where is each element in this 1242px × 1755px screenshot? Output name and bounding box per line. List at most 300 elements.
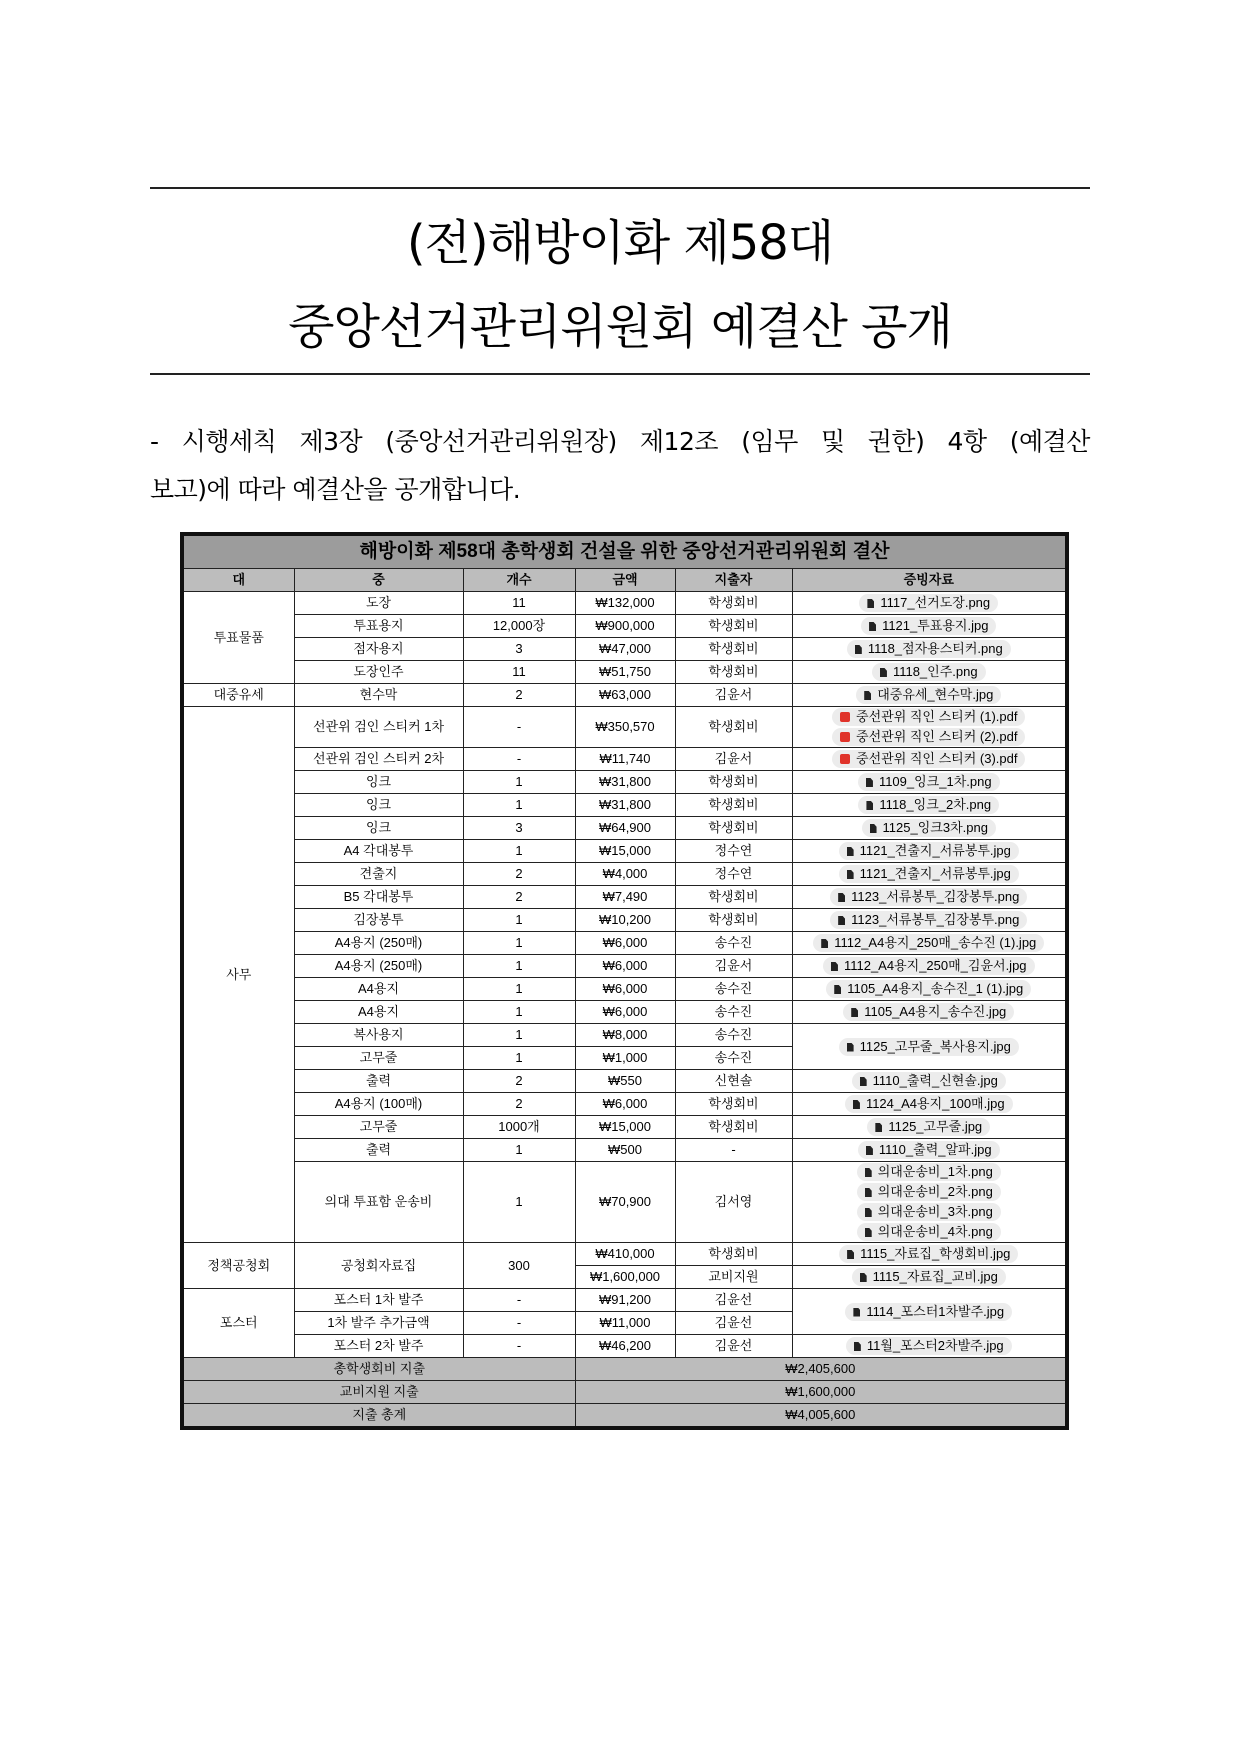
table-row: [182, 978, 1067, 1001]
attachment-name: 1112_A4용지_250매_송수진 (1).jpg: [834, 935, 1037, 950]
file-icon: [854, 1342, 861, 1351]
payer-cell: 김윤서: [675, 955, 792, 978]
attachment-chip[interactable]: [839, 842, 1019, 860]
category-cell: 사무: [182, 707, 294, 1243]
payer-cell: 송수진: [675, 932, 792, 955]
attachment-name: 1118_잉크_2차.png: [879, 797, 992, 812]
evidence-list: [793, 685, 1066, 705]
evidence-list: [793, 1071, 1066, 1091]
payer-cell: 학생회비: [675, 1243, 792, 1266]
payer-cell: 김윤서: [675, 748, 792, 771]
item-cell: 투표용지: [294, 615, 463, 638]
intro-word: 시행세칙: [181, 427, 277, 456]
attachment-name: 1117_선거도장.png: [880, 595, 991, 610]
file-icon: [821, 939, 828, 948]
item-cell: 고무줄: [294, 1047, 463, 1070]
amount-cell: ₩410,000: [575, 1243, 675, 1266]
evidence-cell: [792, 817, 1067, 840]
amount-cell: ₩550: [575, 1070, 675, 1093]
amount-cell: ₩31,800: [575, 794, 675, 817]
attachment-name: 중선관위 직인 스티커 (2).pdf: [856, 729, 1018, 744]
attachment-name: 1121_투표용지.jpg: [882, 618, 989, 633]
payer-cell: 학생회비: [675, 1093, 792, 1116]
attachment-name: 1115_자료집_교비.jpg: [872, 1269, 998, 1284]
attachment-chip[interactable]: [858, 773, 1000, 791]
evidence-list: [793, 1244, 1066, 1264]
table-row: [182, 638, 1067, 661]
qty-cell: 12,000장: [463, 615, 575, 638]
item-cell: 도장: [294, 592, 463, 615]
attachment-name: 1114_포스터1차발주.jpg: [866, 1303, 1005, 1319]
attachment-chip[interactable]: [839, 1245, 1018, 1263]
amount-cell: ₩64,900: [575, 817, 675, 840]
table-row: [182, 707, 1067, 748]
attachment-name: 1123_서류봉투_김장봉투.png: [851, 912, 1020, 927]
file-icon: [853, 1100, 860, 1109]
amount-cell: ₩900,000: [575, 615, 675, 638]
table-row: [182, 1335, 1067, 1358]
payer-cell: 송수진: [675, 1047, 792, 1070]
amount-cell: ₩51,750: [575, 661, 675, 684]
item-cell: 출력: [294, 1139, 463, 1162]
evidence-list: [793, 639, 1066, 659]
evidence-list: [793, 864, 1066, 884]
attachment-name: 의대운송비_4차.png: [877, 1224, 993, 1239]
pdf-icon: [840, 712, 850, 722]
file-icon: [855, 645, 862, 654]
qty-cell: 1: [463, 1024, 575, 1047]
amount-cell: ₩6,000: [575, 932, 675, 955]
attachment-chip[interactable]: [857, 1163, 1001, 1181]
qty-cell: 1: [463, 932, 575, 955]
attachment-chip[interactable]: [872, 663, 986, 681]
attachment-chip[interactable]: [839, 865, 1019, 883]
qty-cell: 1: [463, 1047, 575, 1070]
attachment-name: 1121_견출지_서류봉투.jpg: [859, 866, 1011, 881]
evidence-cell: [792, 1335, 1067, 1358]
file-icon: [860, 1273, 867, 1282]
attachment-chip[interactable]: [858, 796, 999, 814]
payer-cell: 정수연: [675, 863, 792, 886]
qty-cell: 11: [463, 661, 575, 684]
amount-cell: ₩15,000: [575, 840, 675, 863]
evidence-cell: [792, 955, 1067, 978]
table-row: [182, 863, 1067, 886]
evidence-cell: [792, 909, 1067, 932]
evidence-cell: [792, 1243, 1067, 1266]
intro-line-2: 보고)에 따라 예결산을 공개합니다.: [150, 475, 521, 504]
item-cell: 견출지: [294, 863, 463, 886]
payer-cell: 학생회비: [675, 638, 792, 661]
qty-cell: 2: [463, 863, 575, 886]
header-category: 대: [182, 569, 294, 592]
payer-cell: 학생회비: [675, 909, 792, 932]
evidence-cell: [792, 1116, 1067, 1139]
payer-cell: 신현솔: [675, 1070, 792, 1093]
table-row: [182, 955, 1067, 978]
attachment-chip[interactable]: [845, 1095, 1013, 1113]
evidence-cell: [792, 1266, 1067, 1289]
evidence-cell: [792, 638, 1067, 661]
file-icon: [847, 1043, 854, 1052]
qty-cell: 3: [463, 638, 575, 661]
attachment-chip[interactable]: [852, 1268, 1006, 1286]
qty-cell: -: [463, 1289, 575, 1312]
file-icon: [866, 1146, 873, 1155]
total-label: 교비지원 지출: [182, 1381, 575, 1404]
attachment-name: 1118_점자용스티커.png: [867, 641, 1003, 656]
qty-cell: 300: [463, 1243, 575, 1289]
evidence-cell: [792, 1093, 1067, 1116]
item-cell: 포스터 2차 발주: [294, 1335, 463, 1358]
attachment-chip[interactable]: [858, 1141, 1000, 1159]
table-caption-row: [182, 534, 1067, 569]
attachment-chip[interactable]: [813, 934, 1044, 952]
table-row: [182, 1024, 1067, 1047]
attachment-chip[interactable]: [862, 819, 996, 837]
total-row: [182, 1381, 1067, 1404]
item-cell: A4용지: [294, 978, 463, 1001]
attachment-name: 11월_포스터2차발주.jpg: [866, 1338, 1004, 1353]
document-title-line-2: 중앙선거관리위원회 예결산 공개: [288, 299, 952, 355]
payer-cell: 학생회비: [675, 817, 792, 840]
table-row: [182, 909, 1067, 932]
intro-word: 권한): [867, 427, 925, 456]
attachment-name: 1105_A4용지_송수진.jpg: [864, 1004, 1007, 1019]
item-cell: 포스터 1차 발주: [294, 1289, 463, 1312]
attachment-name: 1110_출력_신현솔.jpg: [872, 1073, 998, 1088]
file-icon: [865, 1228, 872, 1237]
evidence-cell: [792, 886, 1067, 909]
table-row: [182, 771, 1067, 794]
item-cell: 잉크: [294, 794, 463, 817]
qty-cell: 11: [463, 592, 575, 615]
amount-cell: ₩6,000: [575, 978, 675, 1001]
evidence-cell: [792, 1162, 1067, 1243]
file-icon: [865, 1208, 872, 1217]
table-row: [182, 886, 1067, 909]
payer-cell: 학생회비: [675, 707, 792, 748]
total-row: [182, 1404, 1067, 1429]
item-cell: 선관위 검인 스티커 1차: [294, 707, 463, 748]
attachment-chip[interactable]: [859, 594, 998, 612]
payer-cell: 학생회비: [675, 886, 792, 909]
amount-cell: ₩46,200: [575, 1335, 675, 1358]
amount-cell: ₩8,000: [575, 1024, 675, 1047]
file-icon: [838, 916, 845, 925]
amount-cell: ₩1,600,000: [575, 1266, 675, 1289]
attachment-name: 1124_A4용지_100매.jpg: [865, 1096, 1005, 1111]
intro-word: 및: [820, 427, 845, 456]
evidence-list: [793, 818, 1066, 838]
attachment-name: 1125_잉크3차.png: [882, 820, 988, 835]
file-icon: [870, 824, 877, 833]
evidence-list: [793, 1037, 1066, 1057]
payer-cell: 김서영: [675, 1162, 792, 1243]
attachment-name: 1109_잉크_1차.png: [878, 774, 992, 789]
evidence-list: [793, 1162, 1066, 1242]
file-icon: [847, 847, 854, 856]
item-cell: 잉크: [294, 817, 463, 840]
category-cell: 투표물품: [182, 592, 294, 684]
amount-cell: ₩4,000: [575, 863, 675, 886]
attachment-chip[interactable]: [843, 1003, 1014, 1021]
qty-cell: -: [463, 707, 575, 748]
evidence-list: [793, 1267, 1066, 1287]
attachment-name: 의대운송비_3차.png: [877, 1204, 993, 1219]
amount-cell: ₩6,000: [575, 1001, 675, 1024]
evidence-cell: [792, 840, 1067, 863]
qty-cell: 2: [463, 1070, 575, 1093]
qty-cell: -: [463, 1312, 575, 1335]
evidence-cell: [792, 863, 1067, 886]
attachment-chip[interactable]: [832, 728, 1025, 746]
qty-cell: 1: [463, 794, 575, 817]
total-value: ₩2,405,600: [575, 1358, 1067, 1381]
evidence-list: [793, 956, 1066, 976]
item-cell: A4용지 (250매): [294, 955, 463, 978]
evidence-list: [793, 616, 1066, 636]
amount-cell: ₩6,000: [575, 1093, 675, 1116]
table-row: [182, 1093, 1067, 1116]
attachment-name: 1121_견출지_서류봉투.jpg: [859, 843, 1011, 858]
attachment-name: 1105_A4용지_송수진_1 (1).jpg: [847, 981, 1024, 996]
attachment-chip[interactable]: [832, 708, 1025, 726]
evidence-cell: [792, 684, 1067, 707]
payer-cell: 송수진: [675, 1001, 792, 1024]
intro-word: (중앙선거관리위원장): [385, 427, 617, 456]
evidence-list: [793, 795, 1066, 815]
table-row: [182, 1243, 1067, 1266]
intro-word: (임무: [741, 427, 798, 456]
qty-cell: 1: [463, 1139, 575, 1162]
qty-cell: 2: [463, 1093, 575, 1116]
attachment-chip[interactable]: [847, 640, 1011, 658]
file-icon: [867, 599, 874, 608]
payer-cell: 김윤선: [675, 1312, 792, 1335]
intro-word: 4항: [947, 427, 987, 456]
top-rule: [150, 187, 1090, 189]
amount-cell: ₩70,900: [575, 1162, 675, 1243]
attachment-chip[interactable]: [830, 911, 1027, 929]
evidence-list: [793, 933, 1066, 953]
attachment-chip[interactable]: [846, 1337, 1012, 1355]
attachment-chip[interactable]: [857, 1223, 1001, 1241]
attachment-chip[interactable]: [823, 957, 1035, 975]
file-icon: [860, 1077, 867, 1086]
file-icon: [880, 668, 887, 677]
payer-cell: 정수연: [675, 840, 792, 863]
amount-cell: ₩91,200: [575, 1289, 675, 1312]
item-cell: 점자용지: [294, 638, 463, 661]
table-row: [182, 1116, 1067, 1139]
intro-line-1: [150, 418, 1090, 466]
settlement-table: [180, 532, 1069, 1430]
amount-cell: ₩350,570: [575, 707, 675, 748]
amount-cell: ₩15,000: [575, 1116, 675, 1139]
attachment-name: 1125_고무줄_복사용지.jpg: [859, 1038, 1011, 1054]
item-cell: 선관위 검인 스티커 2차: [294, 748, 463, 771]
file-icon: [875, 1123, 882, 1132]
attachment-chip[interactable]: [826, 980, 1031, 998]
header-amount: 금액: [575, 569, 675, 592]
item-cell: 복사용지: [294, 1024, 463, 1047]
evidence-list: [793, 707, 1066, 747]
evidence-list: [793, 841, 1066, 861]
evidence-list: [793, 662, 1066, 682]
header-item: 중: [294, 569, 463, 592]
table-row: [182, 840, 1067, 863]
qty-cell: 1000개: [463, 1116, 575, 1139]
payer-cell: 학생회비: [675, 794, 792, 817]
qty-cell: 1: [463, 1162, 575, 1243]
attachment-name: 1118_인주.png: [892, 664, 978, 679]
evidence-cell: [792, 748, 1067, 771]
payer-cell: 김윤선: [675, 1335, 792, 1358]
file-icon: [838, 893, 845, 902]
payer-cell: 학생회비: [675, 771, 792, 794]
evidence-cell: [792, 978, 1067, 1001]
attachment-name: 대중유세_현수막.jpg: [877, 687, 994, 702]
attachment-name: 1125_고무줄.jpg: [888, 1119, 983, 1134]
payer-cell: 김윤서: [675, 684, 792, 707]
item-cell: A4 각대봉투: [294, 840, 463, 863]
item-cell: 도장인주: [294, 661, 463, 684]
evidence-list: [793, 1002, 1066, 1022]
amount-cell: ₩7,490: [575, 886, 675, 909]
attachment-name: 1123_서류봉투_김장봉투.png: [851, 889, 1020, 904]
attachment-chip[interactable]: [845, 1303, 1012, 1321]
attachment-chip[interactable]: [867, 1118, 990, 1136]
attachment-chip[interactable]: [852, 1072, 1006, 1090]
amount-cell: ₩6,000: [575, 955, 675, 978]
evidence-cell: [792, 771, 1067, 794]
payer-cell: 학생회비: [675, 592, 792, 615]
table-row: [182, 661, 1067, 684]
file-icon: [864, 691, 871, 700]
payer-cell: 학생회비: [675, 615, 792, 638]
amount-cell: ₩10,200: [575, 909, 675, 932]
table-row: [182, 1070, 1067, 1093]
table-row: [182, 684, 1067, 707]
payer-cell: 학생회비: [675, 661, 792, 684]
attachment-chip[interactable]: [832, 750, 1025, 768]
qty-cell: 1: [463, 978, 575, 1001]
evidence-cell: [792, 707, 1067, 748]
evidence-list: [793, 1094, 1066, 1114]
evidence-cell: [792, 661, 1067, 684]
bottom-rule: [150, 373, 1090, 375]
file-icon: [851, 1008, 858, 1017]
file-icon: [831, 962, 838, 971]
attachment-name: 중선관위 직인 스티커 (1).pdf: [856, 709, 1018, 724]
payer-cell: 송수진: [675, 978, 792, 1001]
table-row: [182, 1001, 1067, 1024]
attachment-chip[interactable]: [830, 888, 1027, 906]
qty-cell: 1: [463, 1001, 575, 1024]
evidence-cell: [792, 1001, 1067, 1024]
total-row: [182, 1358, 1067, 1381]
qty-cell: -: [463, 1335, 575, 1358]
file-icon: [869, 622, 876, 631]
table-row: [182, 592, 1067, 615]
document-title-line-1: (전)해방이화 제58대: [406, 215, 834, 271]
item-cell: 1차 발주 추가금액: [294, 1312, 463, 1335]
intro-paragraph: [150, 418, 1090, 514]
intro-word: 제3장: [299, 427, 363, 456]
intro-word: 제12조: [639, 427, 719, 456]
qty-cell: 3: [463, 817, 575, 840]
item-cell: A4용지 (250매): [294, 932, 463, 955]
qty-cell: 2: [463, 684, 575, 707]
file-icon: [834, 985, 841, 994]
amount-cell: ₩47,000: [575, 638, 675, 661]
item-cell: 김장봉투: [294, 909, 463, 932]
payer-cell: 교비지원: [675, 1266, 792, 1289]
payer-cell: 송수진: [675, 1024, 792, 1047]
file-icon: [865, 1188, 872, 1197]
qty-cell: 1: [463, 840, 575, 863]
item-cell: A4용지: [294, 1001, 463, 1024]
evidence-list: [793, 979, 1066, 999]
attachment-chip[interactable]: [857, 1203, 1001, 1221]
attachment-chip[interactable]: [857, 1183, 1001, 1201]
pdf-icon: [840, 732, 850, 742]
file-icon: [847, 1250, 854, 1259]
attachment-chip[interactable]: [856, 686, 1001, 704]
item-cell: 현수막: [294, 684, 463, 707]
amount-cell: ₩31,800: [575, 771, 675, 794]
qty-cell: 1: [463, 909, 575, 932]
evidence-cell: [792, 1024, 1067, 1070]
evidence-list: [793, 910, 1066, 930]
file-icon: [865, 1168, 872, 1177]
item-cell: A4용지 (100매): [294, 1093, 463, 1116]
table-row: [182, 1139, 1067, 1162]
file-icon: [847, 870, 854, 879]
attachment-name: 1115_자료집_학생회비.jpg: [860, 1246, 1011, 1261]
attachment-chip[interactable]: [839, 1038, 1019, 1056]
evidence-list: [793, 593, 1066, 613]
attachment-chip[interactable]: [861, 617, 996, 635]
payer-cell: -: [675, 1139, 792, 1162]
evidence-cell: [792, 1289, 1067, 1335]
amount-cell: ₩11,000: [575, 1312, 675, 1335]
amount-cell: ₩63,000: [575, 684, 675, 707]
qty-cell: 1: [463, 771, 575, 794]
category-cell: 정책공청회: [182, 1243, 294, 1289]
table-row: [182, 1162, 1067, 1243]
total-value: ₩4,005,600: [575, 1404, 1067, 1429]
table-row: [182, 817, 1067, 840]
evidence-list: [793, 772, 1066, 792]
evidence-cell: [792, 1139, 1067, 1162]
intro-word: -: [150, 427, 159, 456]
pdf-icon: [840, 754, 850, 764]
header-payer: 지출자: [675, 569, 792, 592]
table-row: [182, 1289, 1067, 1312]
evidence-list: [793, 1117, 1066, 1137]
evidence-cell: [792, 794, 1067, 817]
amount-cell: ₩11,740: [575, 748, 675, 771]
table-row: [182, 615, 1067, 638]
payer-cell: 학생회비: [675, 1116, 792, 1139]
table-row: [182, 932, 1067, 955]
item-cell: 의대 투표함 운송비: [294, 1162, 463, 1243]
evidence-list: [793, 887, 1066, 907]
qty-cell: 2: [463, 886, 575, 909]
attachment-name: 의대운송비_2차.png: [877, 1184, 993, 1199]
